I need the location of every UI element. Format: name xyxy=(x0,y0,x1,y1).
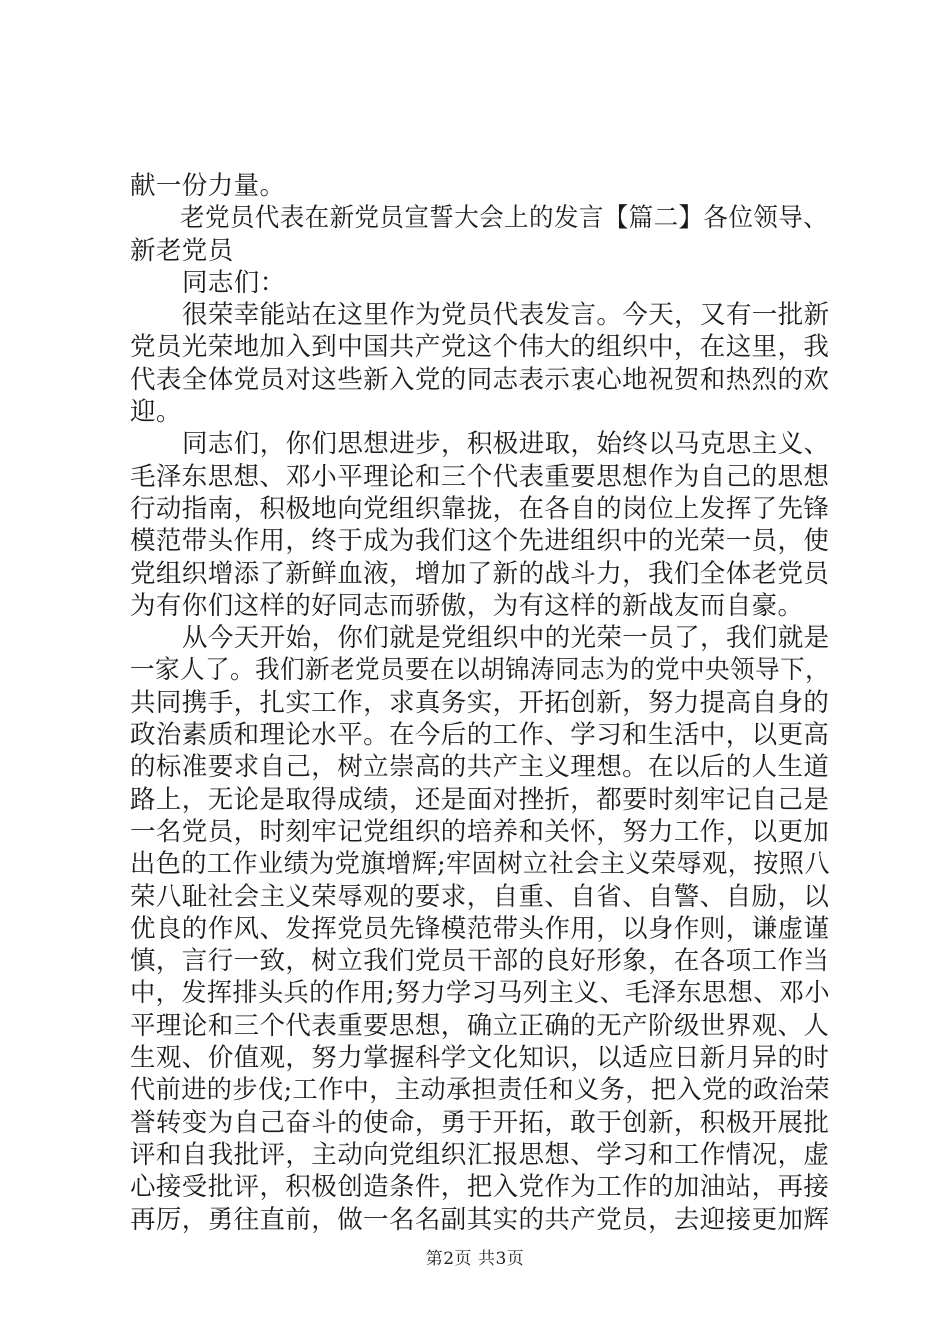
text-line: 党组织增添了新鲜血液，增加了新的战斗力，我们全体老党员 xyxy=(130,558,830,589)
text-line: 代表全体党员对这些新入党的同志表示衷心地祝贺和热烈的欢 xyxy=(130,364,830,395)
text-line: 毛泽东思想、邓小平理论和三个代表重要思想作为自己的思想 xyxy=(130,461,830,492)
text-line: 优良的作风、发挥党员先锋模范带头作用，以身作则，谦虚谨 xyxy=(130,913,830,944)
text-line: 出色的工作业绩为党旗增辉;牢固树立社会主义荣辱观，按照八 xyxy=(130,849,831,880)
text-line: 行动指南，积极地向党组织靠拢，在各自的岗位上发挥了先锋 xyxy=(130,493,830,524)
text-line: 政治素质和理论水平。在今后的工作、学习和生活中，以更高 xyxy=(130,720,830,751)
text-line: 平理论和三个代表重要思想，确立正确的无产阶级世界观、人 xyxy=(130,1010,830,1041)
text-line: 老党员代表在新党员宣誓大会上的发言【篇二】各位领导、 xyxy=(180,203,829,234)
text-line: 誉转变为自己奋斗的使命，勇于开拓，敢于创新，积极开展批 xyxy=(130,1107,830,1138)
text-line: 一名党员，时刻牢记党组织的培养和关怀，努力工作，以更加 xyxy=(130,816,830,847)
text-line: 评和自我批评，主动向党组织汇报思想、学习和工作情况，虚 xyxy=(130,1139,830,1170)
text-line: 生观、价值观，努力掌握科学文化知识，以适应日新月异的时 xyxy=(130,1043,830,1074)
text-line: 再厉，勇往直前，做一名名副其实的共产党员，去迎接更加辉 xyxy=(130,1204,830,1235)
text-line: 很荣幸能站在这里作为党员代表发言。今天，又有一批新 xyxy=(182,300,830,331)
text-line: 为有你们这样的好同志而骄傲，为有这样的新战友而自豪。 xyxy=(130,590,804,621)
text-line: 模范带头作用，终于成为我们这个先进组织中的光荣一员，使 xyxy=(130,526,830,557)
text-line: 同志们，你们思想进步，积极进取，始终以马克思主义、 xyxy=(182,429,830,460)
text-line: 从今天开始，你们就是党组织中的光荣一员了，我们就是 xyxy=(182,623,830,654)
page-footer: 第2页 共3页 xyxy=(425,1249,525,1269)
text-line: 心接受批评，积极创造条件，把入党作为工作的加油站，再接 xyxy=(130,1172,830,1203)
text-line: 一家人了。我们新老党员要在以胡锦涛同志为的党中央领导下， xyxy=(130,655,830,686)
text-line: 路上，无论是取得成绩，还是面对挫折，都要时刻牢记自己是 xyxy=(130,784,830,815)
text-line: 的标准要求自己，树立崇高的共产主义理想。在以后的人生道 xyxy=(130,752,830,783)
text-line: 迎。 xyxy=(130,397,182,428)
text-line: 新老党员 xyxy=(130,235,234,266)
text-line: 献一份力量。 xyxy=(130,171,286,201)
text-line: 党员光荣地加入到中国共产党这个伟大的组织中，在这里，我 xyxy=(130,332,830,363)
text-line: 共同携手，扎实工作，求真务实，开拓创新，努力提高自身的 xyxy=(130,687,830,718)
text-line: 慎，言行一致，树立我们党员干部的良好形象，在各项工作当 xyxy=(130,946,830,977)
text-line: 代前进的步伐;工作中，主动承担责任和义务，把入党的政治荣 xyxy=(130,1075,831,1106)
text-line: 同志们： xyxy=(182,267,286,298)
document-body xyxy=(130,170,830,1236)
text-line: 中，发挥排头兵的作用;努力学习马列主义、毛泽东思想、邓小 xyxy=(130,978,831,1009)
text-line: 荣八耻社会主义荣辱观的要求，自重、自省、自警、自励，以 xyxy=(130,881,830,912)
